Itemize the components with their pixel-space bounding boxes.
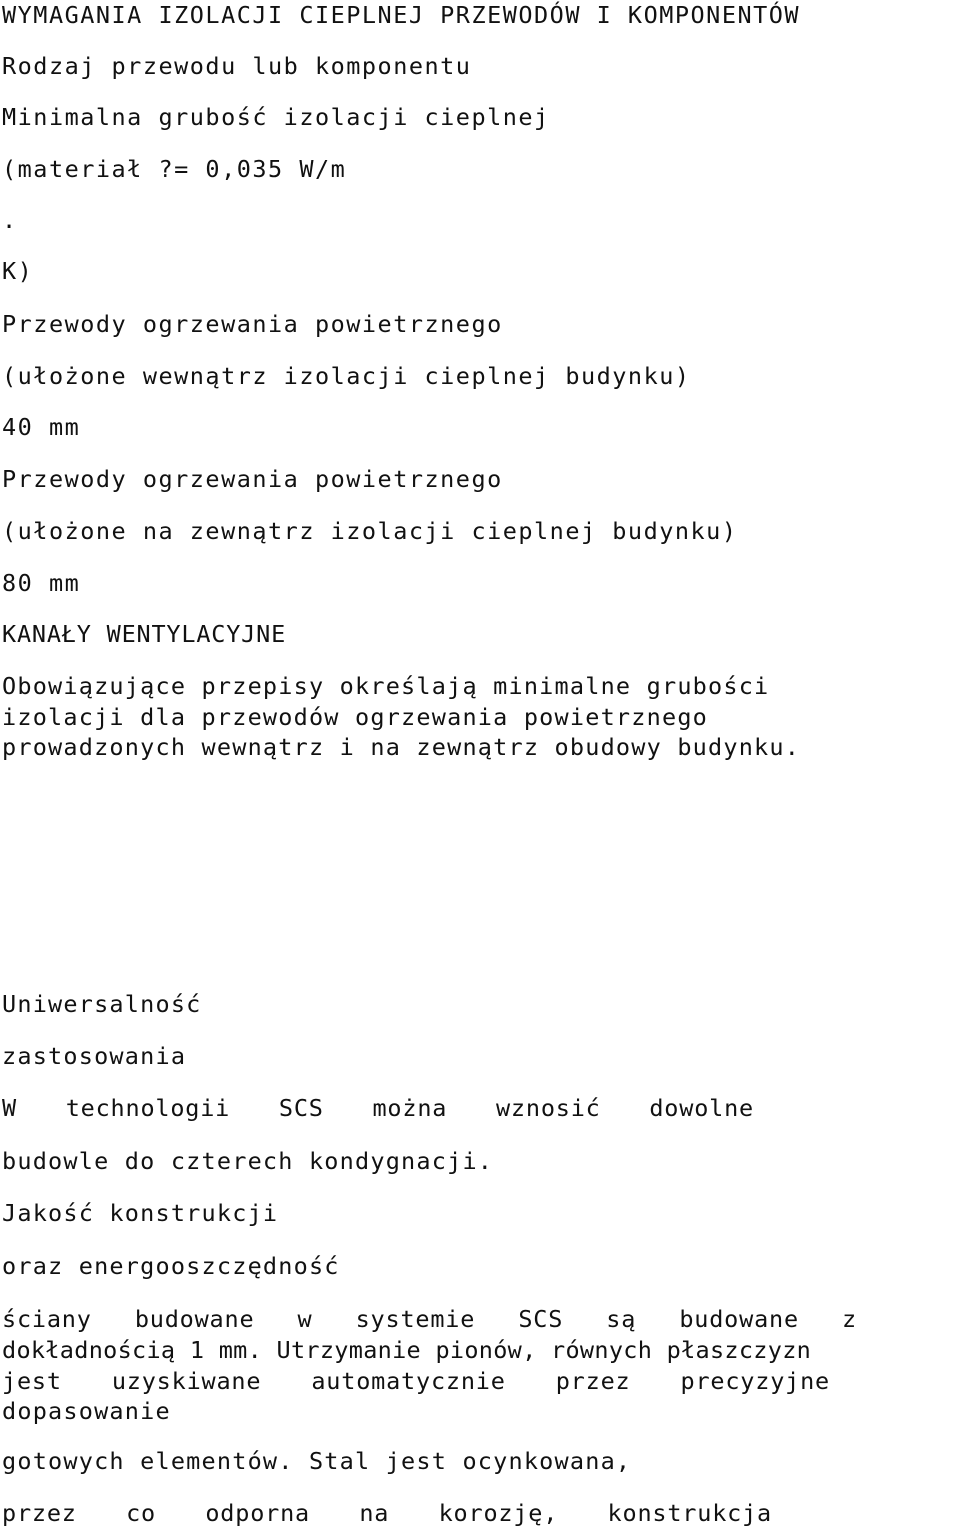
quality-text-line-1: ściany budowane w systemie SCS są budowane z — [2, 1305, 857, 1333]
paragraph-line-1: Obowiązujące przepisy określają minimalne grubości — [2, 672, 770, 700]
row-1-type-line-2: (ułożone wewnątrz izolacji cieplnej budynku) — [2, 362, 691, 390]
paragraph-line-2: izolacji dla przewodów ogrzewania powietrznego — [2, 703, 709, 731]
quality-text-line-5: gotowych elementów. Stal jest ocynkowana, — [2, 1447, 632, 1475]
quality-text-line-2: dokładnością 1 mm. Utrzymanie pionów, równych płaszczyzn — [2, 1336, 812, 1364]
quality-text-line-3: jest uzyskiwane automatycznie przez precyzyjne — [2, 1367, 830, 1395]
quality-text-line-4: dopasowanie — [2, 1397, 171, 1425]
quality-text-line-6: przez co odporna na korozję, konstrukcja — [2, 1499, 772, 1527]
column-header-type: Rodzaj przewodu lub komponentu — [2, 52, 472, 80]
row-2-type-line-2: (ułożone na zewnątrz izolacji cieplnej budynku) — [2, 517, 738, 545]
universal-heading-line-2: zastosowania — [2, 1042, 187, 1070]
column-header-thickness-line-2: (materiał ?= 0,035 W/m — [2, 155, 347, 183]
row-2-thickness: 80 mm — [2, 569, 81, 597]
column-header-thickness-line-1: Minimalna grubość izolacji cieplnej — [2, 103, 550, 131]
paragraph-line-3: prowadzonych wewnątrz i na zewnątrz obudowy budynku. — [2, 733, 801, 761]
column-header-thickness-line-3: . — [2, 206, 18, 234]
row-1-thickness: 40 mm — [2, 413, 81, 441]
quality-heading-line-2: oraz energooszczędność — [2, 1252, 340, 1280]
universal-text-line-2: budowle do czterech kondygnacji. — [2, 1147, 494, 1175]
universal-heading-line-1: Uniwersalność — [2, 990, 202, 1018]
row-1-type-line-1: Przewody ogrzewania powietrznego — [2, 310, 503, 338]
document-heading: WYMAGANIA IZOLACJI CIEPLNEJ PRZEWODÓW I KOMPONENTÓW — [2, 1, 801, 29]
universal-text-line-1: W technologii SCS można wznosić dowolne — [2, 1094, 754, 1122]
row-2-type-line-1: Przewody ogrzewania powietrznego — [2, 465, 503, 493]
column-header-thickness-line-4: K) — [2, 257, 34, 285]
quality-heading-line-1: Jakość konstrukcji — [2, 1199, 279, 1227]
section-heading: KANAŁY WENTYLACYJNE — [2, 620, 287, 648]
